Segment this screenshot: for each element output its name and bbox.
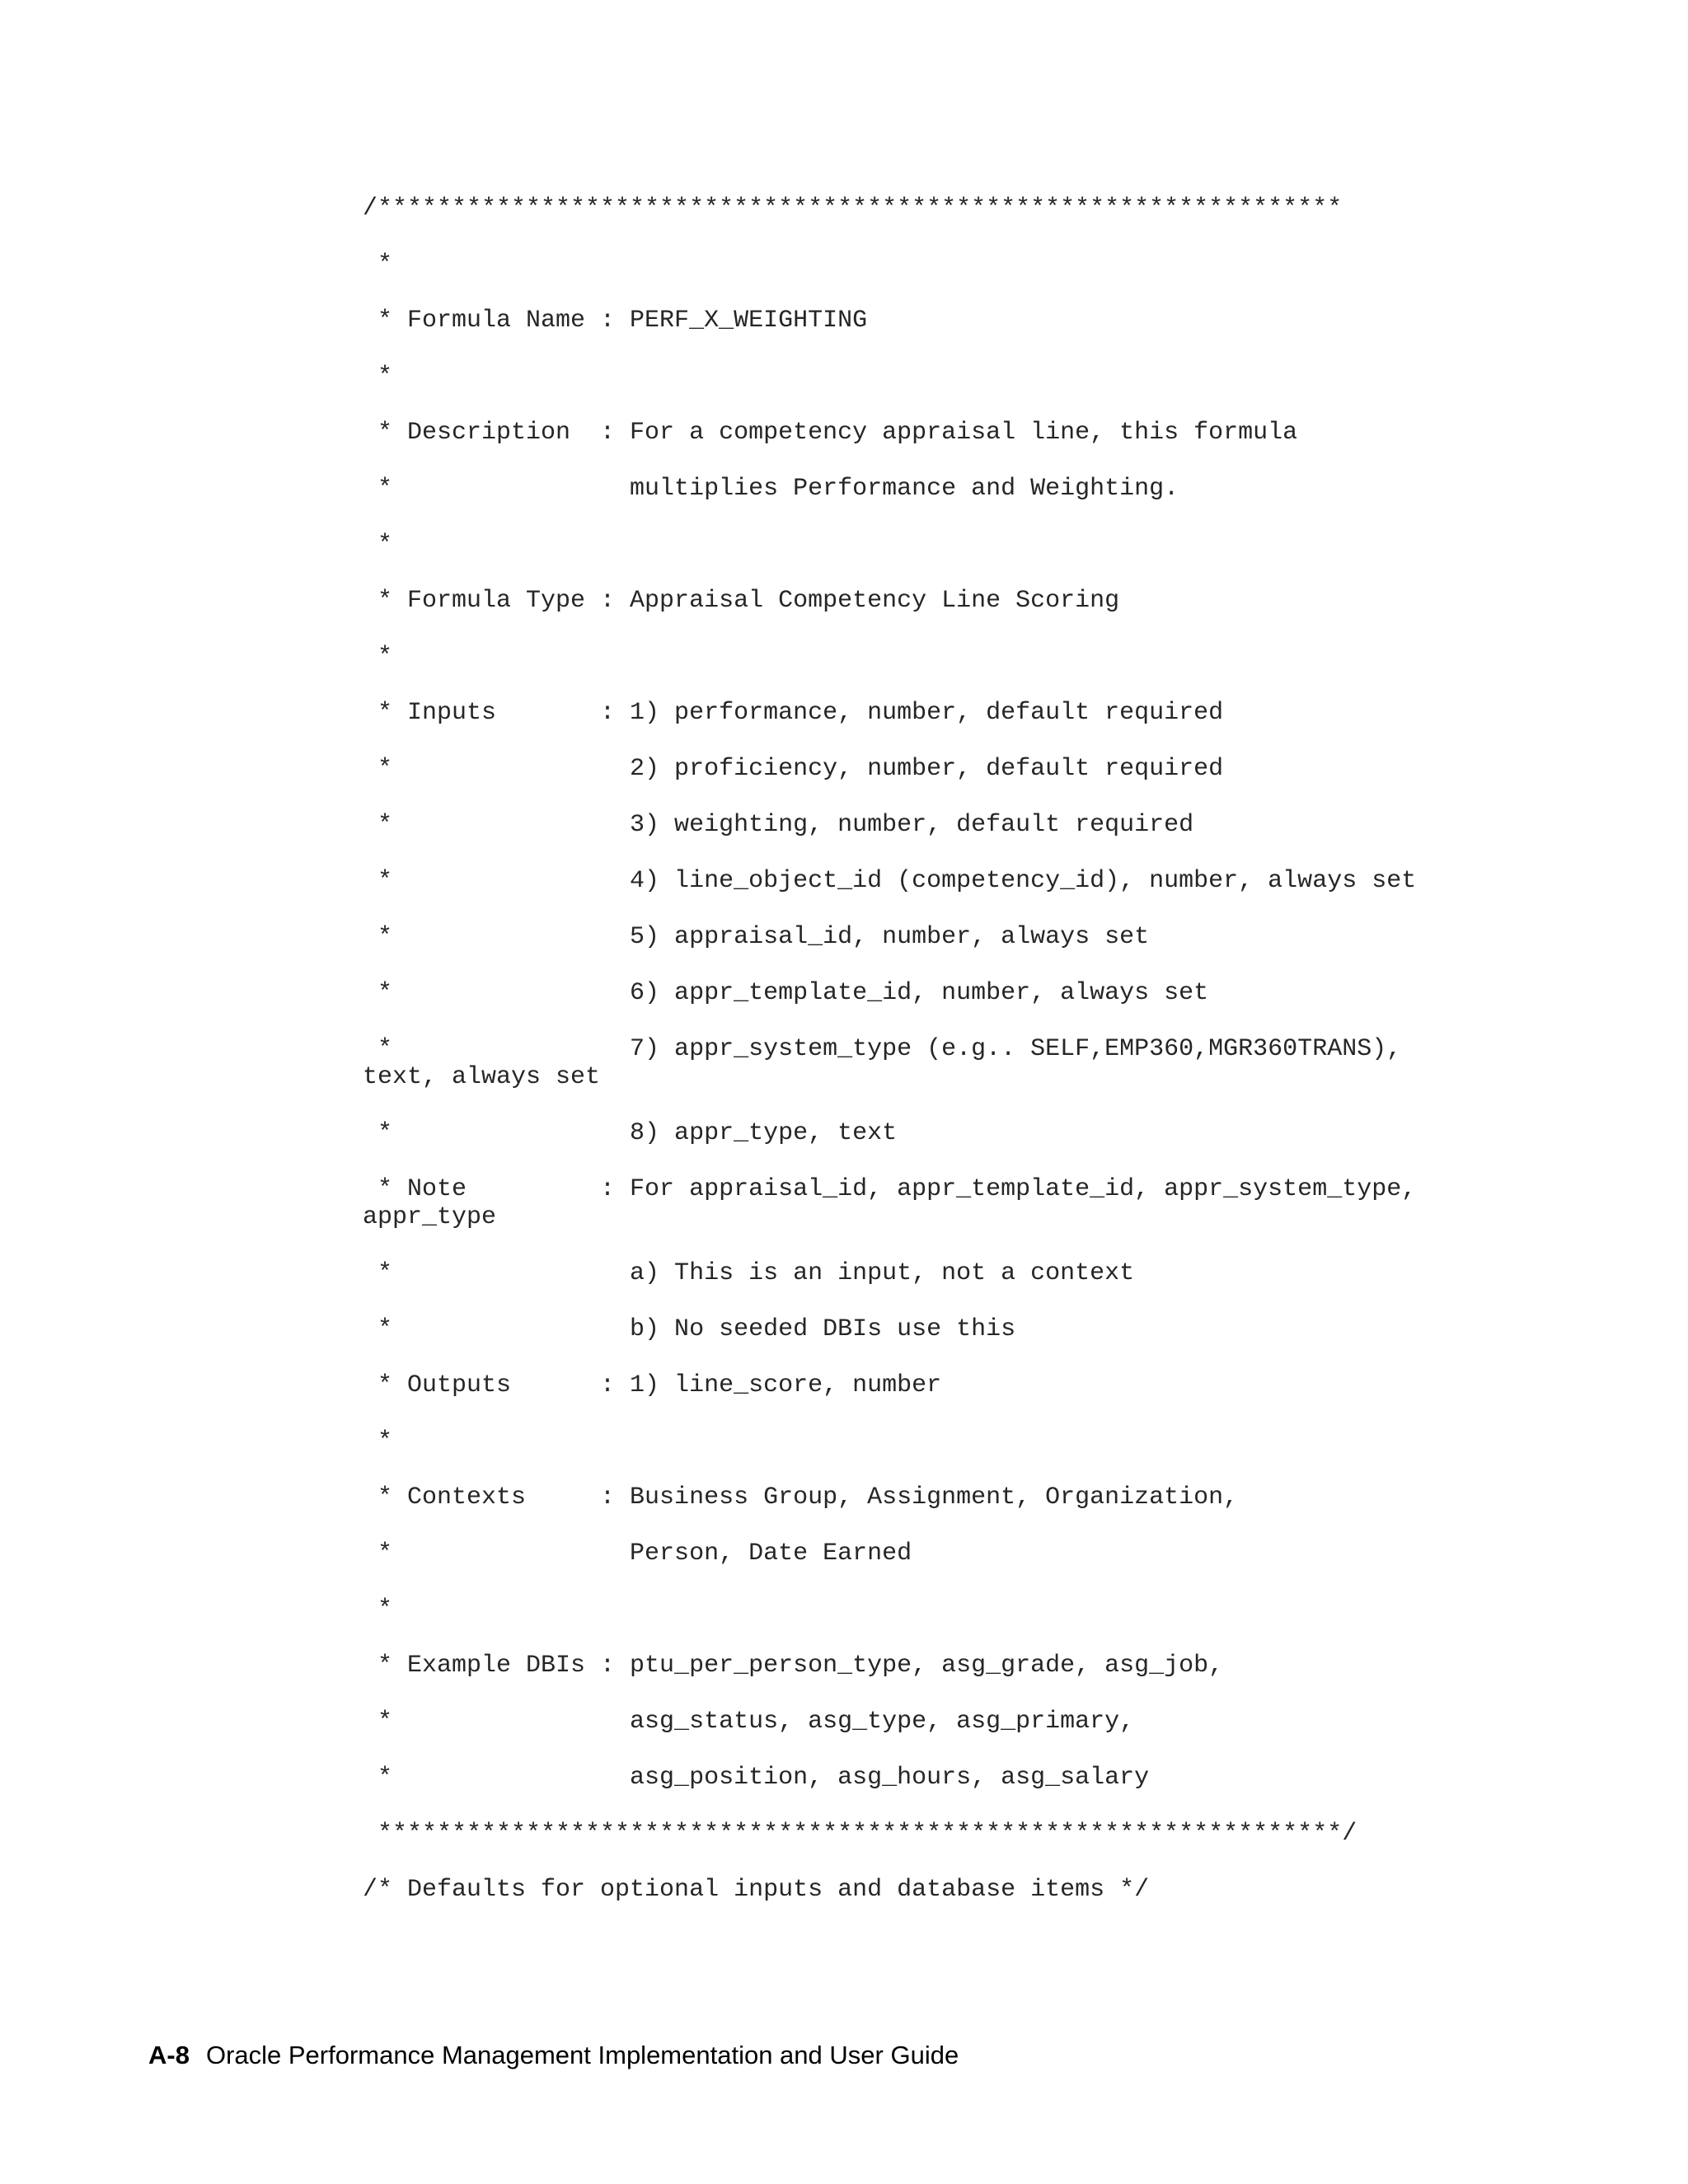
code-listing <box>363 194 1517 1932</box>
code-line: * Description : For a competency appraisal line, this formula <box>363 419 1298 447</box>
code-line: * Formula Type : Appraisal Competency Line Scoring <box>363 587 1120 615</box>
code-line: * Person, Date Earned <box>363 1540 912 1568</box>
code-line: * Contexts : Business Group, Assignment, Organization, <box>363 1483 1239 1511</box>
code-line: * 8) appr_type, text <box>363 1119 898 1147</box>
code-line: * <box>363 251 393 279</box>
code-line: /* Defaults for optional inputs and database items */ <box>363 1876 1150 1904</box>
code-line: * 5) appraisal_id, number, always set <box>363 923 1150 951</box>
document-title: Oracle Performance Management Implementation and User Guide <box>205 2041 959 2069</box>
code-line: * 2) proficiency, number, default required <box>363 755 1224 783</box>
code-line: * Inputs : 1) performance, number, default required <box>363 699 1224 727</box>
code-line: * 4) line_object_id (competency_id), number, always set <box>363 867 1417 895</box>
page-footer <box>148 2041 959 2070</box>
code-line: * 3) weighting, number, default required <box>363 811 1194 839</box>
code-line: * <box>363 531 393 559</box>
code-line: * multiplies Performance and Weighting. <box>363 475 1179 503</box>
code-line: * <box>363 643 393 671</box>
code-line: * Example DBIs : ptu_per_person_type, asg_grade, asg_job, <box>363 1652 1224 1680</box>
code-line: * Formula Name : PERF_X_WEIGHTING <box>363 307 868 335</box>
code-line: * <box>363 1427 393 1455</box>
code-line: * asg_position, asg_hours, asg_salary <box>363 1764 1150 1792</box>
code-line: * <box>363 363 393 391</box>
code-line: * <box>363 1596 393 1624</box>
code-line: * 6) appr_template_id, number, always set <box>363 979 1209 1007</box>
code-line: * 7) appr_system_type (e.g.. SELF,EMP360,MGR360TRANS), text, always set <box>363 1035 1402 1091</box>
code-line: * Outputs : 1) line_score, number <box>363 1371 942 1399</box>
code-line: * a) This is an input, not a context <box>363 1259 1135 1287</box>
code-line: /***************************************************************** <box>363 194 1343 223</box>
code-line: * asg_status, asg_type, asg_primary, <box>363 1708 1135 1736</box>
code-line: * b) No seeded DBIs use this <box>363 1315 1016 1343</box>
code-line: *****************************************************************/ <box>363 1820 1357 1848</box>
code-line: * Note : For appraisal_id, appr_template_id, appr_system_type, appr_type <box>363 1175 1417 1231</box>
page-number: A-8 <box>148 2041 190 2069</box>
